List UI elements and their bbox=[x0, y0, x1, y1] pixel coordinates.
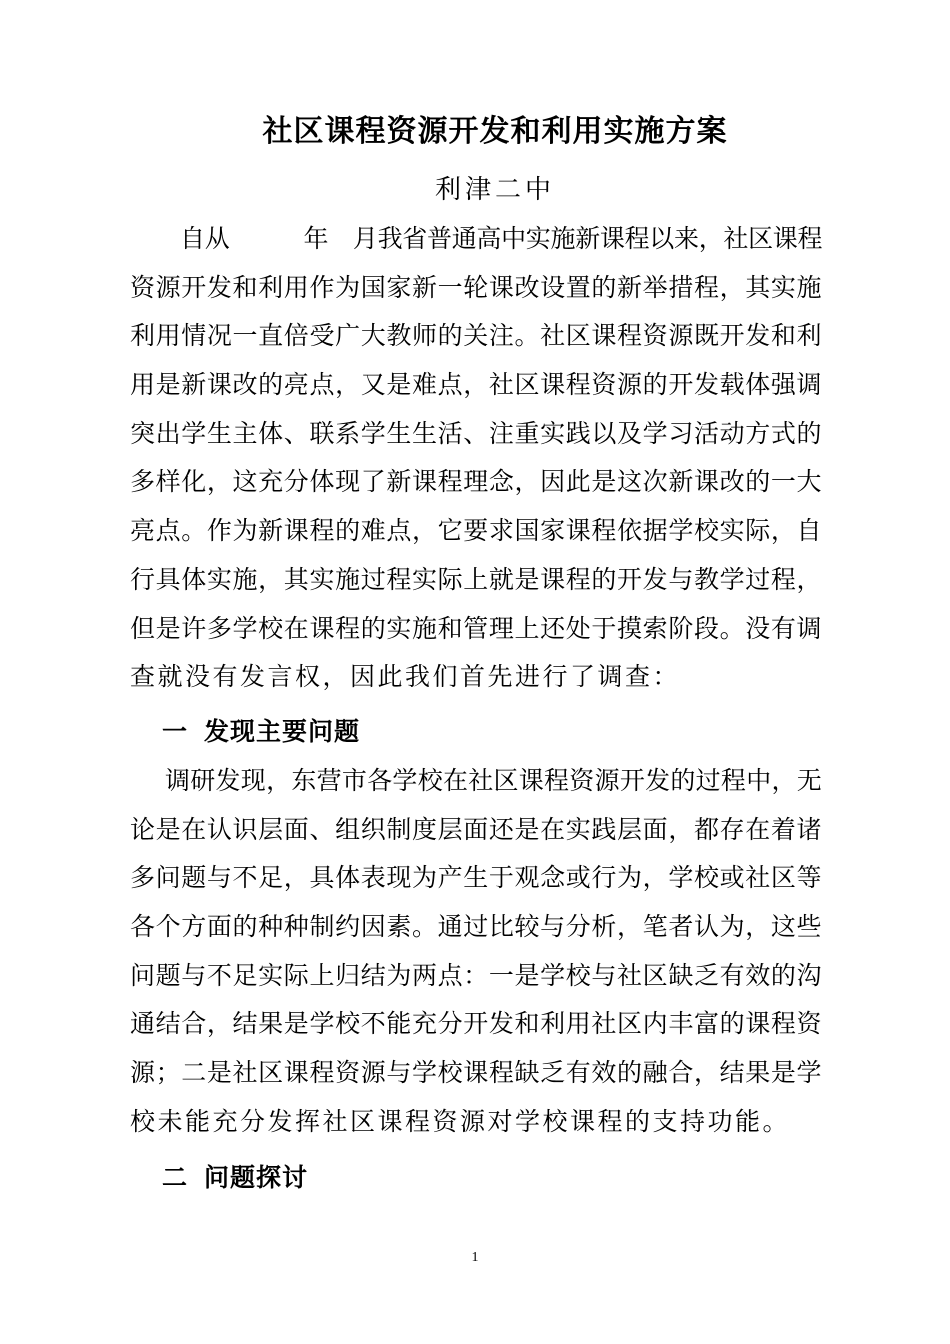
section-title: 问题探讨 bbox=[204, 1163, 309, 1192]
intro-line: 多样化，这充分体现了新课程理念，因此是这次新课改的一大 bbox=[130, 467, 822, 497]
section-1-line: 调研发现，东营市各学校在社区课程资源开发的过程中，无 bbox=[165, 766, 822, 795]
section-1-line: 问题与不足实际上归结为两点：一是学校与社区缺乏有效的沟 bbox=[130, 960, 822, 990]
section-1-line: 通结合，结果是学校不能充分开发和利用社区内丰富的课程资 bbox=[130, 1009, 822, 1039]
intro-line: 突出学生主体、联系学生生活、注重实践以及学习活动方式的 bbox=[130, 418, 822, 448]
intro-line: 但是许多学校在课程的实施和管理上还处于摸索阶段。没有调 bbox=[130, 613, 822, 643]
section-number: 二 bbox=[162, 1163, 189, 1192]
intro-line: 查就没有发言权，因此我们首先进行了调查： bbox=[130, 662, 681, 692]
intro-paragraph bbox=[130, 215, 822, 702]
section-title: 发现主要问题 bbox=[204, 717, 361, 746]
section-1-paragraph bbox=[130, 757, 822, 1147]
section-heading-2 bbox=[162, 1160, 308, 1196]
document-title: 社区课程资源开发和利用实施方案 bbox=[262, 114, 728, 149]
section-number: 一 bbox=[162, 717, 189, 746]
section-1-line: 论是在认识层面、组织制度层面还是在实践层面，都存在着诸 bbox=[130, 814, 822, 844]
section-heading-1 bbox=[162, 714, 360, 750]
intro-line: 行具体实施，其实施过程实际上就是课程的开发与教学过程， bbox=[130, 564, 822, 594]
intro-line: 亮点。作为新课程的难点，它要求国家课程依据学校实际，自 bbox=[130, 516, 822, 546]
intro-line: 自从 年 月我省普通高中实施新课程以来，社区课程 bbox=[180, 224, 822, 253]
section-1-line: 源；二是社区课程资源与学校课程缺乏有效的融合，结果是学 bbox=[130, 1058, 822, 1088]
page-number: 1 bbox=[471, 1250, 479, 1265]
intro-line: 资源开发和利用作为国家新一轮课改设置的新举措程，其实施 bbox=[130, 272, 822, 302]
section-1-line: 多问题与不足，具体表现为产生于观念或行为，学校或社区等 bbox=[130, 863, 822, 893]
section-1-line: 各个方面的种种制约因素。通过比较与分析，笔者认为，这些 bbox=[130, 912, 822, 942]
document-author: 利津二中 bbox=[434, 175, 555, 205]
intro-line: 利用情况一直倍受广大教师的关注。社区课程资源既开发和利 bbox=[130, 321, 822, 351]
section-1-line: 校未能充分发挥社区课程资源对学校课程的支持功能。 bbox=[130, 1106, 791, 1136]
intro-line: 用是新课改的亮点，又是难点，社区课程资源的开发载体强调 bbox=[130, 370, 822, 400]
